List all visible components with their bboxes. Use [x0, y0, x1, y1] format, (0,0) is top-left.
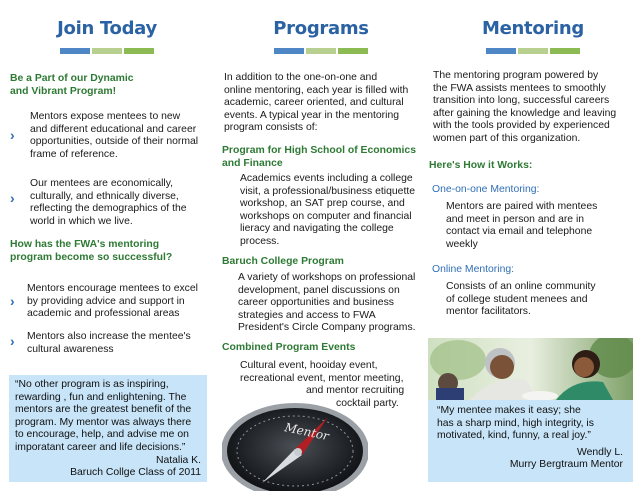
join-intro: Be a Part of our Dynamic and Vibrant Program!	[10, 73, 134, 97]
quote-affiliation: Baruch Collge Class of 2011	[70, 467, 201, 479]
mentor-photo	[428, 338, 633, 400]
success-point-2: Mentors also increase the mentee's cultural awareness	[27, 331, 191, 355]
join-column	[0, 0, 214, 493]
programs-column	[218, 0, 424, 493]
mentoring-intro: The mentoring program powered by the FWA assists mentees to smoothly transition into long, successful careers after gaining the knowledge and leaving with the tools provided by experienced women part of this organization.	[433, 70, 617, 144]
chevron-right-icon: ›	[10, 127, 15, 143]
compass-word: Mentor	[283, 420, 331, 444]
join-point-2: Our mentees are economically, culturally, and ethnically diverse, reflecting the demographics of the world in which we live.	[30, 178, 187, 227]
one-on-one-title: One-on-one Mentoring:	[432, 184, 540, 195]
join-point-1: Mentors expose mentees to new and different educational and career opportunities, outside of their normal frame of reference.	[30, 111, 199, 160]
online-title: Online Mentoring:	[432, 264, 515, 275]
quote-author: Wendly L.	[576, 446, 623, 458]
how-it-works-heading: Here's How it Works:	[429, 160, 533, 171]
quote-affiliation: Murry Bergtraum Mentor	[509, 459, 623, 471]
combined-events-title: Combined Program Events	[222, 342, 356, 353]
baruch-program-body: A variety of workshops on professional development, panel discussions on career opportunities and business strategies and access to FWA President's Circle Company programs.	[238, 272, 416, 334]
join-color-bars	[0, 48, 214, 54]
mentor-quote-box: “My mentee makes it easy; she has a sharp mind, high integrity, is motivated, kind, funny, a real joy.” Wendly L. Murry Bergtraum Mentor	[428, 400, 633, 482]
chevron-right-icon: ›	[10, 293, 15, 309]
mentoring-color-bars	[428, 48, 638, 54]
chevron-right-icon: ›	[10, 190, 15, 206]
mentoring-heading: Mentoring	[482, 18, 584, 39]
mentoring-column	[428, 0, 638, 493]
quote-author: Natalia K.	[155, 454, 201, 466]
compass-image	[222, 387, 368, 491]
programs-heading: Programs	[273, 18, 369, 39]
join-heading: Join Today	[57, 18, 157, 39]
chevron-right-icon: ›	[10, 333, 15, 349]
success-point-1: Mentors encourage mentees to excel by providing advice and support in academic and professional areas	[27, 283, 198, 320]
combined-events-body: Cultural event, hooiday event, recreational event, mentor meeting, and mentor recruiting cocktail party.	[240, 360, 405, 409]
online-body: Consists of an online community of college student menees and mentor facilitators.	[446, 281, 596, 318]
baruch-program-title: Baruch College Program	[222, 256, 344, 267]
success-question: How has the FWA's mentoring program become so successful?	[10, 239, 173, 263]
hs-program-body: Academics events including a college visit, a professional/business etiquette workshop, an SAT prep course, and workshops on computer and financial lieracy and navigating the college process.	[240, 173, 416, 247]
programs-intro: In addition to the one-on-one and online mentoring, each year is filled with academic, career oriented, and cultural events. A typical year in the mentoring program consists of:	[224, 72, 409, 134]
one-on-one-body: Mentors are paired with mentees and meet in person and are in contact via email and telephone weekly	[446, 201, 598, 250]
hs-program-title: Program for High School of Economics and Finance	[222, 145, 416, 169]
mentee-quote-box: “No other program is as inspiring, rewarding , fun and enlightening. The mentors are the greatest benefit of the program. My mentor was always there to encourage, help, and advise me on imporatant career and life decisions.” Natalia K. Baruch Collge Class of 2011	[9, 375, 207, 482]
programs-color-bars	[218, 48, 424, 54]
